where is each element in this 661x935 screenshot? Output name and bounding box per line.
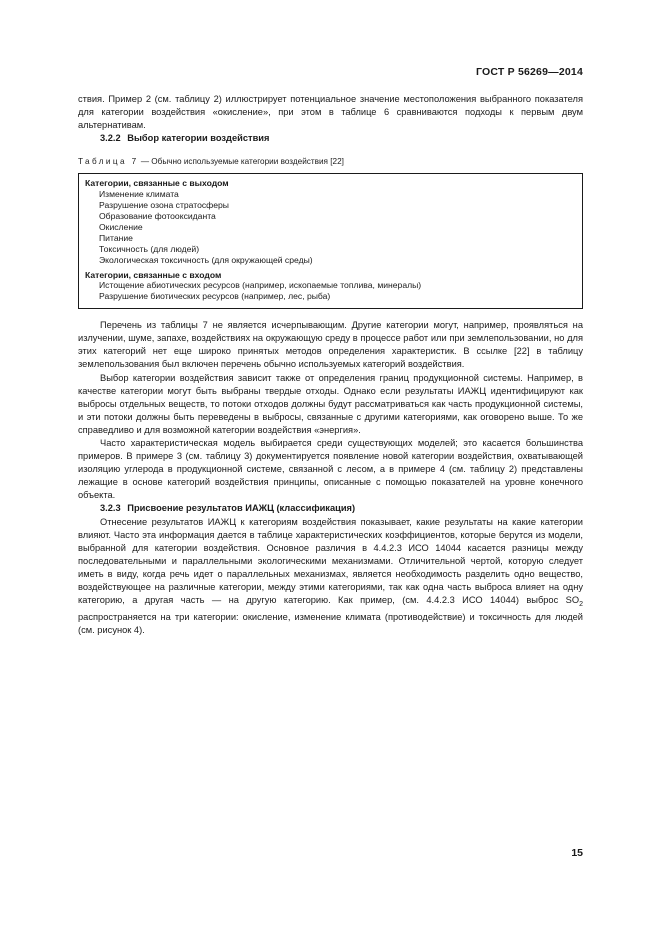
table-7	[78, 173, 583, 309]
paragraph: Перечень из таблицы 7 не является исчерпывающим. Другие категории могут, например, проявляться на излучении, шуме, запахе, воздействиях на окружающую среду в процессе работ или при землепользовании, но для этих категорий нет еще широко принятых методов определения характеристик. В ссылке [22] в таблицу землепользования был включен перечень обычно используемых категорий воздействия.	[78, 320, 583, 370]
section-title: Выбор категории воздействия	[127, 133, 270, 144]
group-title-output: Категории, связанные с выходом	[85, 178, 229, 189]
subscript: 2	[579, 600, 583, 608]
page-number: 15	[571, 847, 583, 859]
table-row: Разрушение биотических ресурсов (например, лес, рыба)	[99, 291, 331, 302]
section-3-2-2-heading	[78, 132, 583, 145]
section-number: 3.2.3	[100, 503, 121, 514]
section-3-2-3-heading	[78, 502, 583, 515]
table-row: Токсичность (для людей)	[99, 243, 200, 254]
table-row: Разрушение озона стратосферы	[99, 200, 229, 211]
page-content	[78, 93, 583, 637]
output-categories-group	[85, 178, 576, 265]
paragraph: Выбор категории воздействия зависит также от определения границ продукционной системы. Например, в качестве категории могут быть выбраны твердые отходы. Однако если результаты ИАЖЦ идентифицируют как выбросы отдельных веществ, то потоки отходов должны будут рассматриваться как часть продукционной системы, и эти потоки должны быть переведены в выбросы, связанные с другими категориями, как оговорено выше. То же справедливо и для возможной категории воздействия «энергия».	[78, 372, 583, 435]
table-caption-label: Таблица 7	[78, 157, 139, 167]
table-row: Окисление	[99, 221, 143, 232]
paragraph-text: распространяется на три категории: окисление, изменение климата (противодействие) и токсичность для людей (см. рисунок 4).	[78, 612, 583, 636]
group-title-input: Категории, связанные с входом	[85, 269, 222, 280]
table-row: Образование фотооксиданта	[99, 210, 216, 221]
paragraph-text: Отнесение результатов ИАЖЦ к категориям воздействия показывает, какие результаты на какие категории влияют. Часто эта информация дается в таблице характеристических коэффициентов, которые берутся из модели, выбранной для категории воздействия. Основное различия в 4.4.2.3 ИСО 14044 касается разницы между последовательными и параллельными экологическими механизмами. Отличительной чертой, которую следует иметь в виду, когда речь идет о параллельных механизмах, является необходимость разделить одно вещество, воздействующее на различные категории, между этими категориями, так как одна часть выброса влияет на одну категорию, а другая часть — на другую категорию. Как пример, (см. 4.4.2.3 ИСО 14044) выброс SO	[78, 516, 583, 606]
table-row: Изменение климата	[99, 189, 179, 200]
paragraph: Часто характеристическая модель выбирается среди существующих моделей; это касается большинства примеров. В примере 3 (см. таблицу 3) документируется появление новой категории воздействия, охватывающей изоляцию углерода в продукционной системе, связанной с лесом, а в примере 4 (см. таблицу 2) представлены лежащие в основе категорий воздействия принципы, описанные с помощью показателей на уровне конечного объекта.	[78, 437, 583, 501]
standard-header: ГОСТ Р 56269—2014	[475, 66, 583, 78]
table-row: Истощение абиотических ресурсов (например, ископаемые топлива, минералы)	[99, 280, 422, 291]
table-7-caption	[78, 156, 583, 167]
intro-paragraph: ствия. Пример 2 (см. таблицу 2) иллюстрирует потенциальное значение местоположения выбранного показателя для категории воздействия «окисление», при этом в таблице 6 сравниваются подходы к первым двум альтернативам.	[78, 94, 583, 131]
table-row: Экологическая токсичность (для окружающей среды)	[99, 254, 313, 265]
table-caption-text: — Обычно используемые категории воздействия [22]	[140, 157, 344, 167]
paragraph-classification	[78, 516, 583, 638]
table-row: Питание	[99, 232, 133, 243]
section-number: 3.2.2	[100, 133, 121, 144]
input-categories-group	[85, 270, 576, 303]
section-title: Присвоение результатов ИАЖЦ (классификация)	[127, 503, 356, 514]
